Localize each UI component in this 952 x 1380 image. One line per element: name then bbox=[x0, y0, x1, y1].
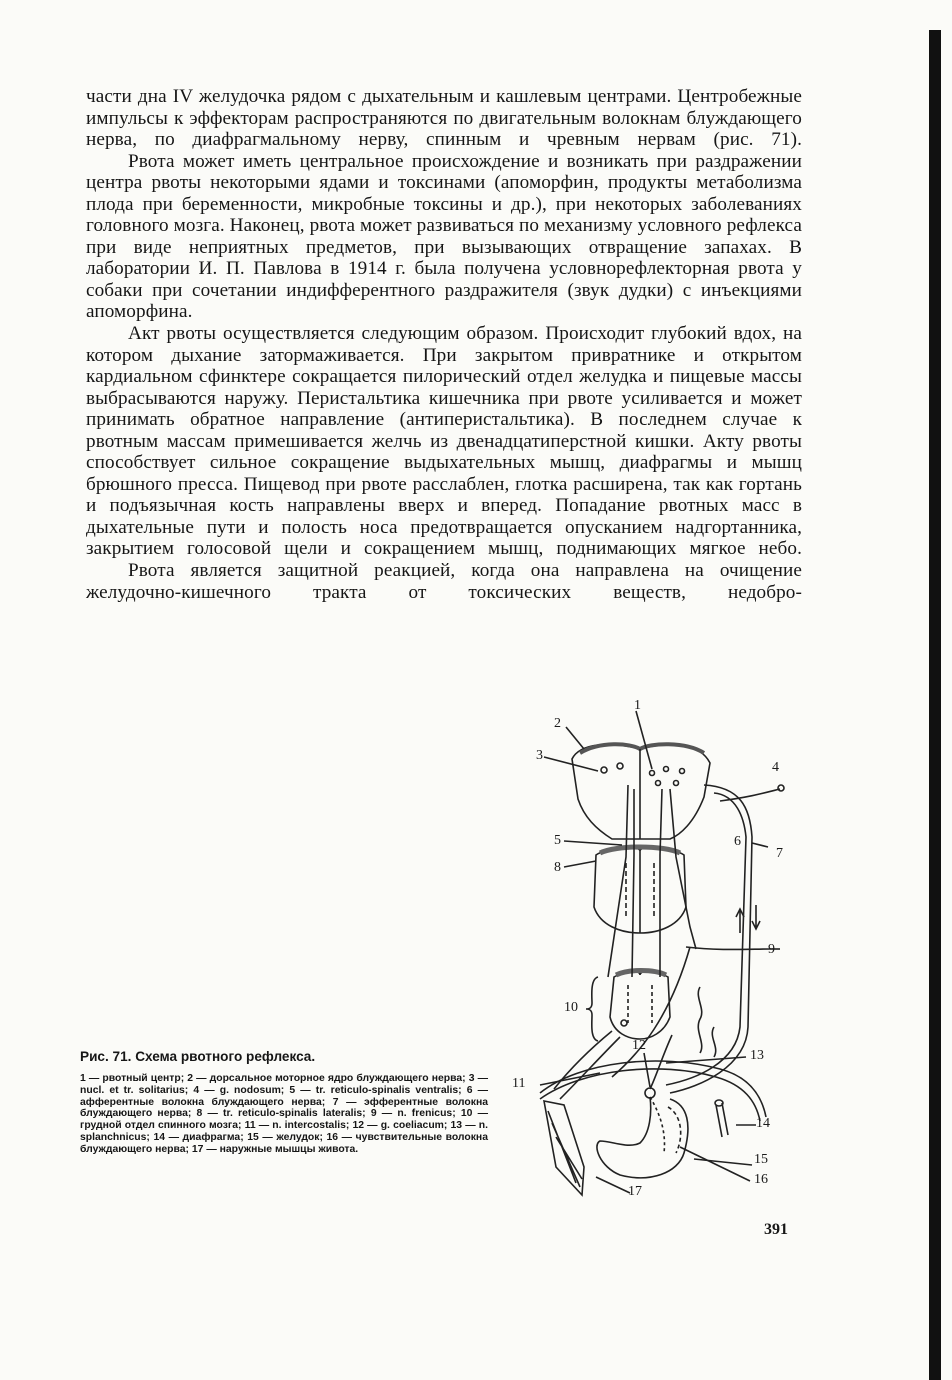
figure-label: 6 bbox=[734, 834, 741, 849]
reflex-schema-drawing bbox=[500, 697, 800, 1207]
paragraph-4: Рвота является защитной реакцией, когда она направлена на очищение желудочно-кишечного тракта от токсических веществ, недобро- bbox=[86, 560, 802, 603]
body-text bbox=[86, 86, 802, 603]
figure-label: 2 bbox=[554, 716, 561, 731]
figure-caption-title: Рис. 71. Схема рвотного рефлекса. bbox=[80, 1049, 316, 1064]
figure-label: 10 bbox=[564, 1000, 578, 1015]
figure-label: 15 bbox=[754, 1152, 768, 1167]
figure-label: 14 bbox=[756, 1116, 770, 1131]
figure-label: 8 bbox=[554, 860, 561, 875]
figure-label: 16 bbox=[754, 1172, 768, 1187]
figure-label: 1 bbox=[634, 698, 641, 713]
paragraph-3: Акт рвоты осуществляется следующим образом. Происходит глубокий вдох, на котором дыхание затормаживается. При закрытом привратнике и открытом кардиальном сфинктере сокращается пилорический отдел желудка и пищевые массы выбрасываются наружу. Перистальтика кишечника при рвоте усиливается и может принимать обратное направление (антиперистальтика). В последнем случае к рвотным массам примешивается желчь из двенадцатиперстной кишки. Акту рвоты способствует сильное сокращение выдыхательных мышц, диафрагмы и мышц брюшного пресса. Пищевод при рвоте расслаблен, глотка расширена, так как гортань и подъязычная кость направлены вверх и вперед. Попадание рвотных масс в дыхательные пути и полость носа предотвращается опусканием надгортанника, закрытием голосовой щели и сокращением мышц, поднимающих мягкое небо. bbox=[86, 323, 802, 560]
figure-legend: 1 — рвотный центр; 2 — дорсальное моторное ядро блуждающего нерва; 3 — nucl. et tr. solitarius; 4 — g. nodosum; 5 — tr. reticulo-spinalis ventralis; 6 — афферентные волокна блуждающего нерва; 7 — эфферентные волокна блуждающего нерва; 8 — tr. reticulo-spinalis lateralis; 9 — n. frenicus; 10 — грудной отдел спинного мозга; 11 — n. intercostalis; 12 — g. coeliacum; 13 — n. splanchnicus; 14 — диафрагма; 15 — желудок; 16 — чувствительные волокна блуждающего нерва; 17 — наружные мышцы живота. bbox=[80, 1073, 488, 1155]
figure-label: 11 bbox=[512, 1076, 526, 1091]
figure-label: 12 bbox=[632, 1038, 646, 1053]
figure-label: 13 bbox=[750, 1048, 764, 1063]
figure-label: 9 bbox=[768, 942, 775, 957]
page-edge-shadow bbox=[929, 30, 941, 1380]
figure-label: 3 bbox=[536, 748, 543, 763]
figure-label: 5 bbox=[554, 833, 561, 848]
paragraph-1: части дна IV желудочка рядом с дыхательным и кашлевым центрами. Центробежные импульсы к эффекторам распространяются по двигательным волокнам блуждающего нерва, по диафрагмальному нерву, спинным и чревным нервам (рис. 71). bbox=[86, 86, 802, 151]
paragraph-2: Рвота может иметь центральное происхождение и возникать при раздражении центра рвоты некоторыми ядами и токсинами (апоморфин, продукты метаболизма плода при беременности, микробные токсины и др.), при некоторых заболеваниях головного мозга. Наконец, рвота может развиваться по механизму условного рефлекса при виде неприятных предметов, при вызывающих отвращение запахах. В лаборатории И. П. Павлова в 1914 г. была получена условнорефлекторная рвота у собаки при сочетании индифферентного раздражителя (звук дудки) с инъекциями апоморфина. bbox=[86, 150, 802, 323]
figure-label: 17 bbox=[628, 1184, 642, 1199]
vomiting-reflex-diagram bbox=[500, 697, 800, 1207]
page-number: 391 bbox=[764, 1221, 788, 1238]
figure-label: 4 bbox=[772, 760, 779, 775]
figure-label: 7 bbox=[776, 846, 783, 861]
